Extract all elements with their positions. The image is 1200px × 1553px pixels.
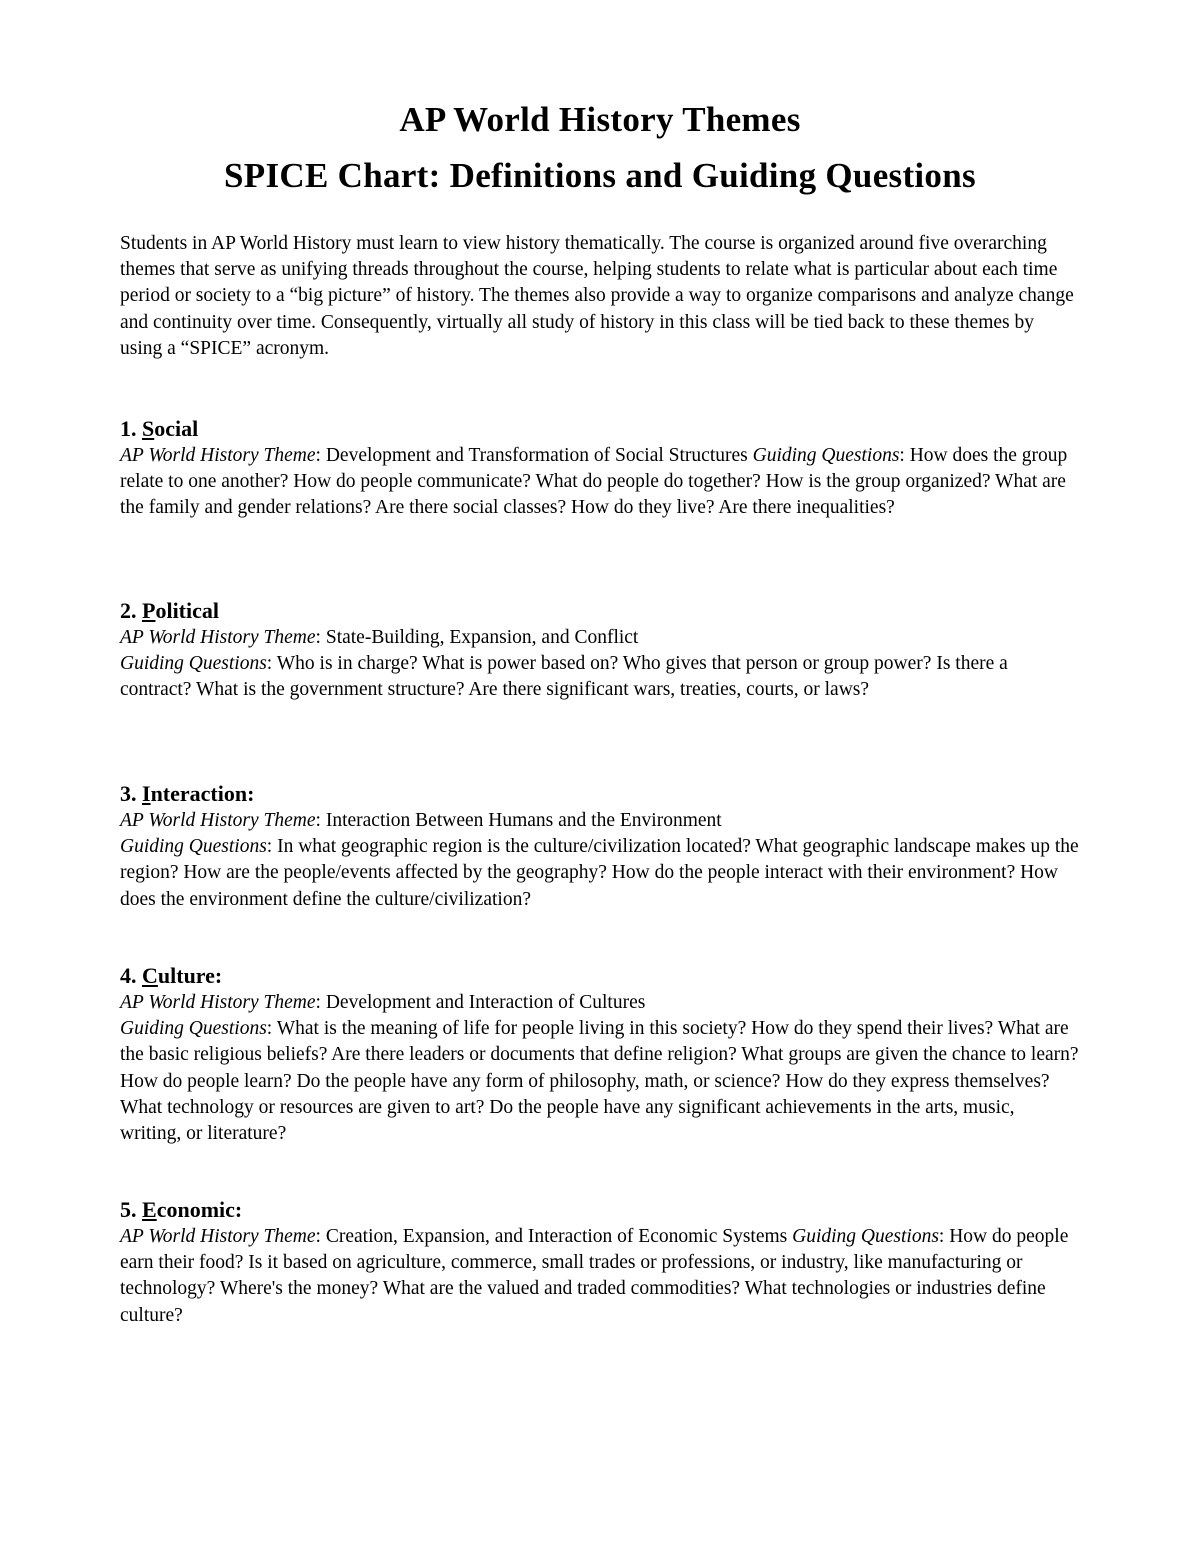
section-first-letter: E xyxy=(142,1197,157,1222)
section-economic xyxy=(120,1196,1080,1329)
theme-text: State-Building, Expansion, and Conflict xyxy=(325,627,639,648)
section-political xyxy=(120,597,1080,704)
section-number: 1. xyxy=(120,416,137,441)
section-interaction xyxy=(120,780,1080,913)
section-heading xyxy=(120,780,1080,808)
section-questions: Guiding Questions: Who is in charge? What is power based on? Who gives that person or group power? Is there a contract? What is the government structure? Are there significant wars, treaties, courts, or laws? xyxy=(120,653,1008,701)
section-first-letter: C xyxy=(142,963,158,988)
questions-label: Guiding Questions xyxy=(120,836,267,858)
theme-label: AP World History Theme xyxy=(120,810,316,831)
theme-label: AP World History Theme xyxy=(120,627,316,648)
section-title-rest: ocial xyxy=(154,416,199,441)
theme-text: Interaction Between Humans and the Environment xyxy=(325,810,722,831)
section-heading xyxy=(120,962,1080,990)
section-first-letter: I xyxy=(142,781,151,806)
section-heading xyxy=(120,1196,1080,1224)
section-theme-line: AP World History Theme: Development and Interaction of Cultures xyxy=(120,992,646,1013)
section-theme-line: AP World History Theme: Interaction Between Humans and the Environment xyxy=(120,810,722,831)
questions-text: In what geographic region is the culture/civilization located? What geographic landscape makes up the region? How are the people/events affected by the geography? How do the people interact with their environment? How does the environment define the culture/civilization? xyxy=(120,836,1079,910)
theme-label: AP World History Theme xyxy=(120,1226,316,1247)
document-title-line-2: SPICE Chart: Definitions and Guiding Questions xyxy=(224,156,976,195)
section-questions: Guiding Questions: What is the meaning of life for people living in this society? How do they spend their lives? What are the basic religious beliefs? Are there leaders or documents that define religion? What groups are given the chance to learn? How do people learn? Do the people have any form of philosophy, math, or science? How do they express themselves? What technology or resources are given to art? Do the people have any significant achievements in the arts, music, writing, or literature? xyxy=(120,1018,1079,1145)
section-social xyxy=(120,415,1080,522)
questions-text: How do people earn their food? Is it based on agriculture, commerce, small trades or professions, or industry, like manufacturing or technology? Where's the money? What are the valued and traded commodities? What technologies or industries define culture? xyxy=(120,1226,1069,1326)
questions-text: Who is in charge? What is power based on? Who gives that person or group power? Is there a contract? What is the government structure? Are there significant wars, treaties, courts, or laws? xyxy=(120,653,1008,701)
theme-label: AP World History Theme xyxy=(120,992,316,1013)
section-number: 3. xyxy=(120,781,137,806)
section-heading xyxy=(120,597,1080,625)
theme-text: Development and Interaction of Cultures xyxy=(325,992,646,1013)
section-first-letter: P xyxy=(142,598,156,623)
theme-text: Development and Transformation of Social Structures xyxy=(325,445,748,466)
intro-paragraph: Students in AP World History must learn to view history thematically. The course is organized around five overarching themes that serve as unifying threads throughout the course, helping students to relate what is particular about each time period or society to a “big picture” of history. The themes also provide a way to organize comparisons and analyze change and continuity over time. Consequently, virtually all study of history in this class will be tied back to these themes by using a “SPICE” acronym. xyxy=(120,233,1074,359)
theme-label: AP World History Theme xyxy=(120,445,316,466)
section-first-letter: S xyxy=(142,416,155,441)
section-number: 4. xyxy=(120,963,137,988)
questions-label: Guiding Questions xyxy=(792,1226,939,1247)
document-title-line-1: AP World History Themes xyxy=(399,100,801,139)
questions-label: Guiding Questions xyxy=(120,653,267,675)
questions-label: Guiding Questions xyxy=(752,445,900,466)
section-heading xyxy=(120,415,1080,443)
section-title-rest: olitical xyxy=(155,598,219,623)
section-number: 2. xyxy=(120,598,137,623)
section-theme-line: AP World History Theme: State-Building, Expansion, and Conflict xyxy=(120,627,639,648)
section-title-rest: ulture: xyxy=(157,963,223,988)
section-body: AP World History Theme: Development and Transformation of Social Structures Guiding Questions: How does the group relate to one another? How do people communicate? What do people do together? How is the group organized? What are the family and gender relations? Are there social classes? How do they live? Are there inequalities? xyxy=(120,445,1068,519)
section-body: AP World History Theme: Creation, Expansion, and Interaction of Economic Systems Guiding Questions: How do people earn their food? Is it based on agriculture, commerce, small trades or professions, or industry, like manufacturing or technology? Where's the money? What are the valued and traded commodities? What technologies or industries define culture? xyxy=(120,1226,1069,1326)
section-title-rest: nteraction: xyxy=(150,781,255,806)
section-culture xyxy=(120,962,1080,1147)
document-page xyxy=(120,92,1080,362)
questions-label: Guiding Questions xyxy=(120,1018,267,1040)
questions-text: What is the meaning of life for people living in this society? How do they spend their lives? What are the basic religious beliefs? Are there leaders or documents that define religion? What groups are given the chance to learn? How do people learn? Do the people have any form of philosophy, math, or science? How do they express themselves? What technology or resources are given to art? Do the people have any significant achievements in the arts, music, writing, or literature? xyxy=(120,1018,1079,1145)
questions-text: How does the group relate to one another? How do people communicate? What do people do together? How is the group organized? What are the family and gender relations? Are there social classes? How do they live? Are there inequalities? xyxy=(120,445,1068,519)
section-questions: Guiding Questions: In what geographic region is the culture/civilization located? What geographic landscape makes up the region? How are the people/events affected by the geography? How do the people interact with their environment? How does the environment define the culture/civilization? xyxy=(120,836,1079,910)
section-title-rest: conomic: xyxy=(156,1197,243,1222)
theme-text: Creation, Expansion, and Interaction of Economic Systems xyxy=(325,1226,788,1247)
section-number: 5. xyxy=(120,1197,137,1222)
